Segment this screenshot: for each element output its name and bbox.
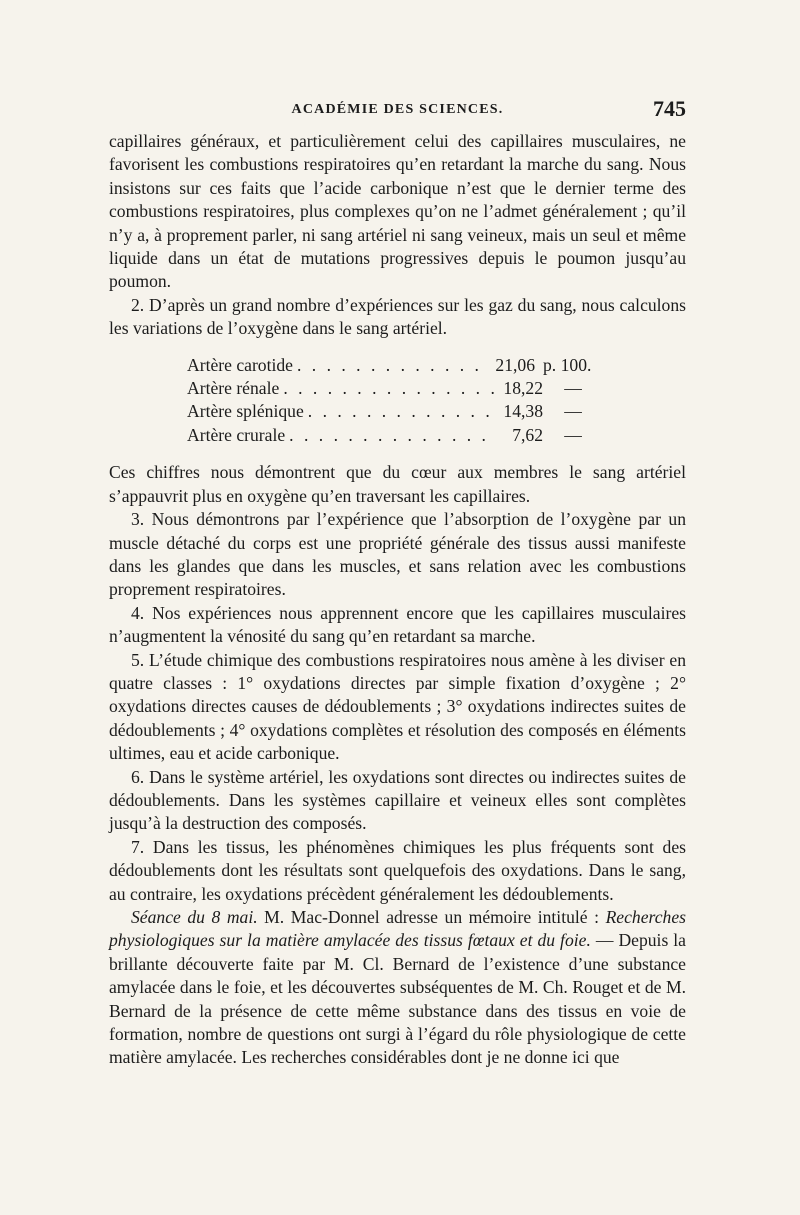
paragraph-4: 3. Nous démontrons par l’expérience que l’absorption de l’oxygène par un muscle détaché du corps est une propriété générale des tissus aussi manifeste dans les glandes que dans les muscles, et sans relation avec les combustions proprement respiratoires. [109,509,686,600]
leader-dots [297,354,487,377]
leader-dots [308,400,495,423]
memoir-intro: M. Mac-Donnel adresse un mémoire intitulé : [257,907,606,927]
leader-dots [283,377,495,400]
paragraph-2: 2. D’après un grand nombre d’expériences sur les gaz du sang, nous calculons les variations de l’oxygène dans le sang artériel. [109,294,686,339]
oxygen-unit: — [564,378,582,399]
page-header [109,96,686,130]
memoir-body: — Depuis la brillante découverte faite par M. Cl. Bernard de l’existence d’une substance amylacée dans le foie, et les découvertes subséquentes de M. Ch. Rouget et de M. Bernard de la présence de cette même substance dans des tissus en voie de formation, nombre de questions ont surgi à l’égard du rôle physiologique de cette matière amylacée. Les recherches considérables dont je ne donne ici que [109,930,686,1068]
page [109,96,686,1070]
paragraph-9 [109,906,686,1070]
artery-name: Artère carotide [187,354,293,375]
paragraph-1: capillaires généraux, et particulièrement celui des capillaires musculaires, ne favorisent les combustions respiratoires qu’en retardant la marche du sang. Nous insistons sur ces faits que l’acide carbonique n’est que le dernier terme des combustions respiratoires, plus complexes qu’on ne l’admet généralement ; qu’il n’y a, à proprement parler, ni sang artériel ni sang veineux, mais un seul et même liquide dans un état de mutations progressives depuis le poumon jusqu’au poumon. [109,131,686,292]
artery-name: Artère rénale [187,378,280,399]
oxygen-value: 7,62 [512,424,543,445]
running-title: ACADÉMIE DES SCIENCES. [291,102,504,117]
seance-date: Séance du 8 mai. [131,907,258,927]
oxygen-value: 18,22 [503,378,543,399]
table-row [187,354,603,377]
leader-dots [289,424,495,447]
table-row [187,424,603,447]
paragraph-7: 6. Dans le système artériel, les oxydations sont directes ou indirectes suites de dédoublements. Dans les systèmes capillaire et veineux elles sont complètes jusqu’à la destruction des composés. [109,766,686,834]
page-number: 745 [653,96,686,121]
oxygen-value: 21,06 [495,354,535,375]
oxygen-unit: p. 100. [543,354,592,375]
memoir-title: Recherches physiologiques sur la matière amylacée des tissus fœtaux et du foie. [109,907,686,951]
oxygen-table [187,354,603,448]
table-row [187,400,603,423]
oxygen-unit: — [564,401,582,422]
paragraph-8: 7. Dans les tissus, les phénomènes chimiques les plus fréquents sont des dédoublements dont les résultats sont quelquefois des oxydations. Dans le sang, au contraire, les oxydations précèdent généralement les dédoublements. [109,836,686,904]
paragraph-5: 4. Nos expériences nous apprennent encore que les capillaires musculaires n’augmentent la vénosité du sang qu’en retardant sa marche. [109,602,686,647]
artery-name: Artère crurale [187,424,286,445]
oxygen-unit: — [564,424,582,445]
oxygen-value: 14,38 [503,401,543,422]
table-row [187,377,603,400]
paragraph-3: Ces chiffres nous démontrent que du cœur aux membres le sang artériel s’appauvrit plus en oxygène qu’en traversant les capillaires. [109,462,686,506]
paragraph-6: 5. L’étude chimique des combustions respiratoires nous amène à les diviser en quatre classes : 1° oxydations directes par simple fixation d’oxygène ; 2° oxydations directes causes de dédoublements ; 3° oxydations indirectes suites de dédoublements ; 4° oxydations complètes et résolution des composés en éléments ultimes, eau et acide carbonique. [109,649,686,764]
artery-name: Artère splénique [187,401,304,422]
